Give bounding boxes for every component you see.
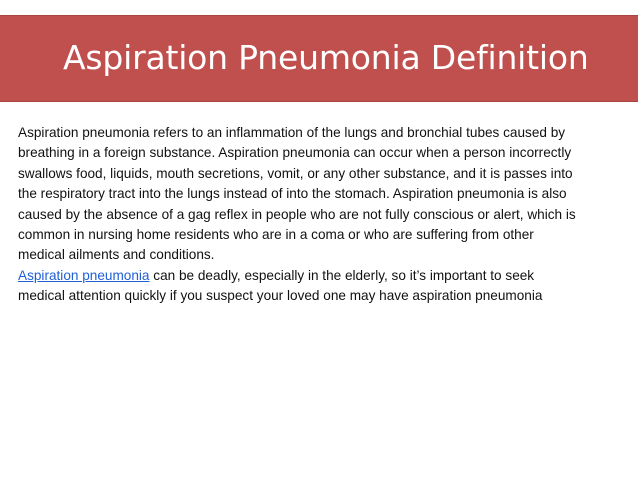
body-line-text: can be deadly, especially in the elderly, so it’s important to seek: [149, 267, 535, 283]
body-line: Aspiration pneumonia refers to an inflammation of the lungs and bronchial tubes caused by: [18, 125, 566, 140]
slide-title: Aspiration Pneumonia Definition: [63, 38, 589, 77]
body-line: breathing in a foreign substance. Aspiration pneumonia can occur when a person incorrectly: [18, 145, 572, 161]
body-line: medical attention quickly if you suspect your loved one may have aspiration pneumonia: [18, 288, 543, 304]
title-bar: [0, 15, 638, 102]
aspiration-pneumonia-link[interactable]: Aspiration pneumonia: [18, 267, 150, 283]
body-line: swallows food, liquids, mouth secretions, vomit, or any other substance, and it is passes into: [18, 165, 573, 181]
slide-body: [18, 123, 626, 307]
body-line: caused by the absence of a gag reflex in people who are not fully conscious or alert, which is: [18, 206, 576, 222]
body-line-with-link: [18, 266, 626, 286]
body-line: common in nursing home residents who are in a coma or who are suffering from other: [18, 227, 534, 243]
body-line: medical ailments and conditions.: [18, 247, 215, 263]
body-line: the respiratory tract into the lungs instead of into the stomach. Aspiration pneumonia is also: [18, 186, 567, 202]
